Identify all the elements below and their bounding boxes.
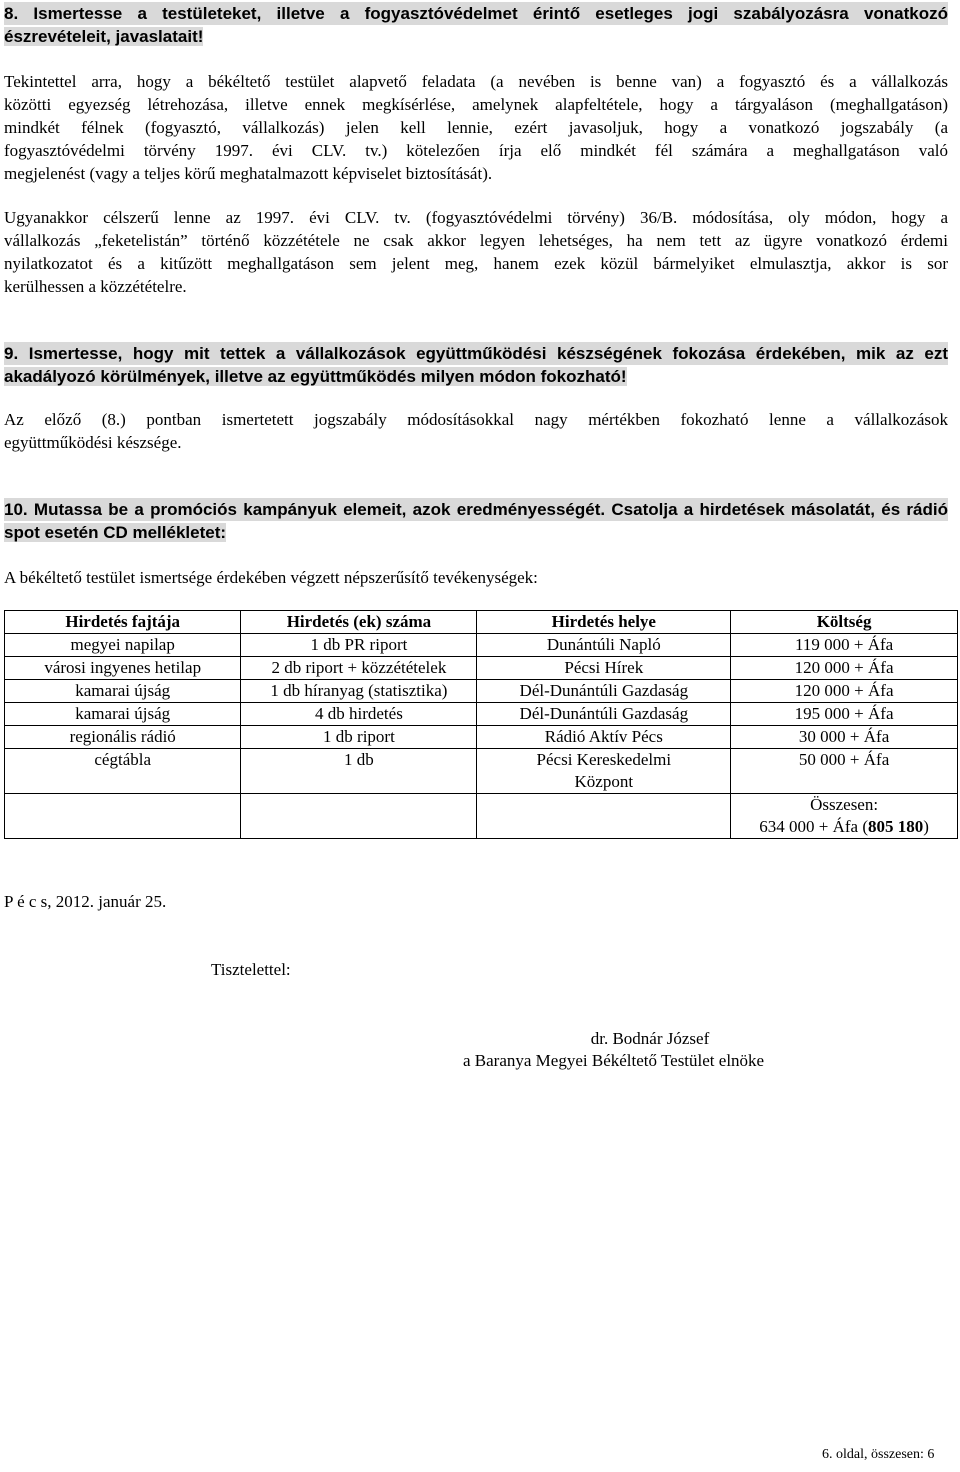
table-cell: 195 000 + Áfa [731,703,958,726]
question-10-heading [4,498,948,544]
column-header: Hirdetés (ek) száma [241,611,477,634]
paragraph-line: nyilatkozatot és a kitűzött meghallgatáson sem jelent meg, hanem ezek közül bármelyiket elmulasztja, akkor is sor [4,254,948,273]
paragraph-line: fogyasztóvédelmi törvény 1997. évi CLV. tv.) kötelezően írja elő mindkét fél számára a meghallgatáson való [4,141,948,160]
paragraph-line: Az előző (8.) pontban ismertetett jogszabály módosításokkal nagy mértékben fokozható lenne a vállalkozások [4,410,948,429]
table-cell: Pécsi Hírek [477,657,731,680]
table-cell: 1 db riport [241,726,477,749]
table-header-row [5,611,958,634]
paragraph-line: mindkét félnek (fogyasztó, vállalkozás) jelen kell lennie, ezért javasoljuk, hogy a vonatkozó jogszabály (a [4,118,948,137]
paragraph-line: kerülhessen a közzétételre. [4,277,187,296]
question-10-title-line1: 10. Mutassa be a promóciós kampányuk elemeit, azok eredményességét. Csatolja a hirdetések másolatát, és rádió [4,500,948,519]
table-row [5,749,958,794]
table-cell-empty [241,794,477,839]
total-value-suffix: ) [923,817,929,836]
table-cell: 1 db PR riport [241,634,477,657]
column-header: Költség [731,611,958,634]
table-cell: kamarai újság [5,703,241,726]
question-10-title-line2: spot esetén CD mellékletet: [4,523,227,542]
table-row [5,657,958,680]
signer-title: a Baranya Megyei Békéltető Testület elnöke [463,1051,765,1070]
table-total-cell [731,794,958,839]
table-cell: kamarai újság [5,680,241,703]
question-9-title-line2: akadályozó körülmények, illetve az együttműködés milyen módon fokozható! [4,367,627,386]
table-cell: Rádió Aktív Pécs [477,726,731,749]
table-cell: Dél-Dunántúli Gazdaság [477,703,731,726]
table-cell: 120 000 + Áfa [731,657,958,680]
table-cell-empty [477,794,731,839]
question-10-intro: A békéltető testület ismertsége érdekében végzett népszerűsítő tevékenységek: [4,568,538,587]
table-cell: 119 000 + Áfa [731,634,958,657]
greeting: Tisztelettel: [211,960,291,979]
place-and-date: P é c s, 2012. január 25. [4,892,167,911]
table-row [5,703,958,726]
total-value-prefix: 634 000 + Áfa ( [759,817,868,836]
paragraph-line: vállalkozás „feketelistán” történő közzététele ne csak akkor legyen lehetséges, ha nem tett az ügyre vonatkozó érdemi [4,231,948,250]
table-cell: regionális rádió [5,726,241,749]
table-cell: 30 000 + Áfa [731,726,958,749]
page-footer: 6. oldal, összesen: 6 [822,1447,935,1462]
paragraph-line: megjelenést (vagy a teljes körű meghatalmazott képviselet biztosítását). [4,164,493,183]
paragraph-line: közötti egyezség létrehozása, illetve ennek megkísérlése, amelynek alapfeltétele, hogy a tárgyaláson (meghallgatáson) [4,95,948,114]
paragraph-line: Ugyanakkor célszerű lenne az 1997. évi CLV. tv. (fogyasztóvédelmi törvény) 36/B. módosítása, oly módon, hogy a [4,208,948,227]
table-cell: 120 000 + Áfa [731,680,958,703]
table-cell-line: Pécsi Kereskedelmi [536,750,672,769]
advertising-table [4,610,958,839]
column-header: Hirdetés helye [477,611,731,634]
table-cell: 1 db híranyag (statisztika) [241,680,477,703]
table-cell [477,749,731,794]
question-9-paragraph [4,408,948,454]
paragraph-line: együttműködési készsége. [4,433,182,452]
question-8-paragraph-2 [4,206,948,298]
signer-name: dr. Bodnár József [590,1029,710,1048]
table-cell: megyei napilap [5,634,241,657]
question-9-title-line1: 9. Ismertesse, hogy mit tettek a vállalkozások együttműködési készségének fokozása érdekében, mik az ezt [4,344,948,363]
question-8-paragraph-1 [4,70,948,185]
table-total-row [5,794,958,839]
table-cell: 50 000 + Áfa [731,749,958,794]
question-8-title-line1: 8. Ismertesse a testületeket, illetve a fogyasztóvédelmet érintő esetleges jogi szabályozásra vonatkozó [4,4,948,23]
table-cell: 2 db riport + közzétételek [241,657,477,680]
table-cell: Dél-Dunántúli Gazdaság [477,680,731,703]
table-cell: városi ingyenes hetilap [5,657,241,680]
question-8-heading [4,2,948,48]
table-cell-empty [5,794,241,839]
table-row [5,680,958,703]
table-row [5,726,958,749]
table-cell: Dunántúli Napló [477,634,731,657]
column-header: Hirdetés fajtája [5,611,241,634]
table-cell: 4 db hirdetés [241,703,477,726]
table-cell: cégtábla [5,749,241,794]
table-row [5,634,958,657]
total-value-gross: 805 180 [868,817,924,836]
table-cell-line: Központ [574,772,634,791]
question-9-heading [4,342,948,388]
total-label: Összesen: [810,795,879,814]
question-8-title-line2: észrevételeit, javaslatait! [4,27,204,46]
table-cell: 1 db [241,749,477,794]
paragraph-line: Tekintettel arra, hogy a békéltető testület alapvető feladata (a nevében is benne van) a fogyasztó és a vállalkozás [4,72,948,91]
